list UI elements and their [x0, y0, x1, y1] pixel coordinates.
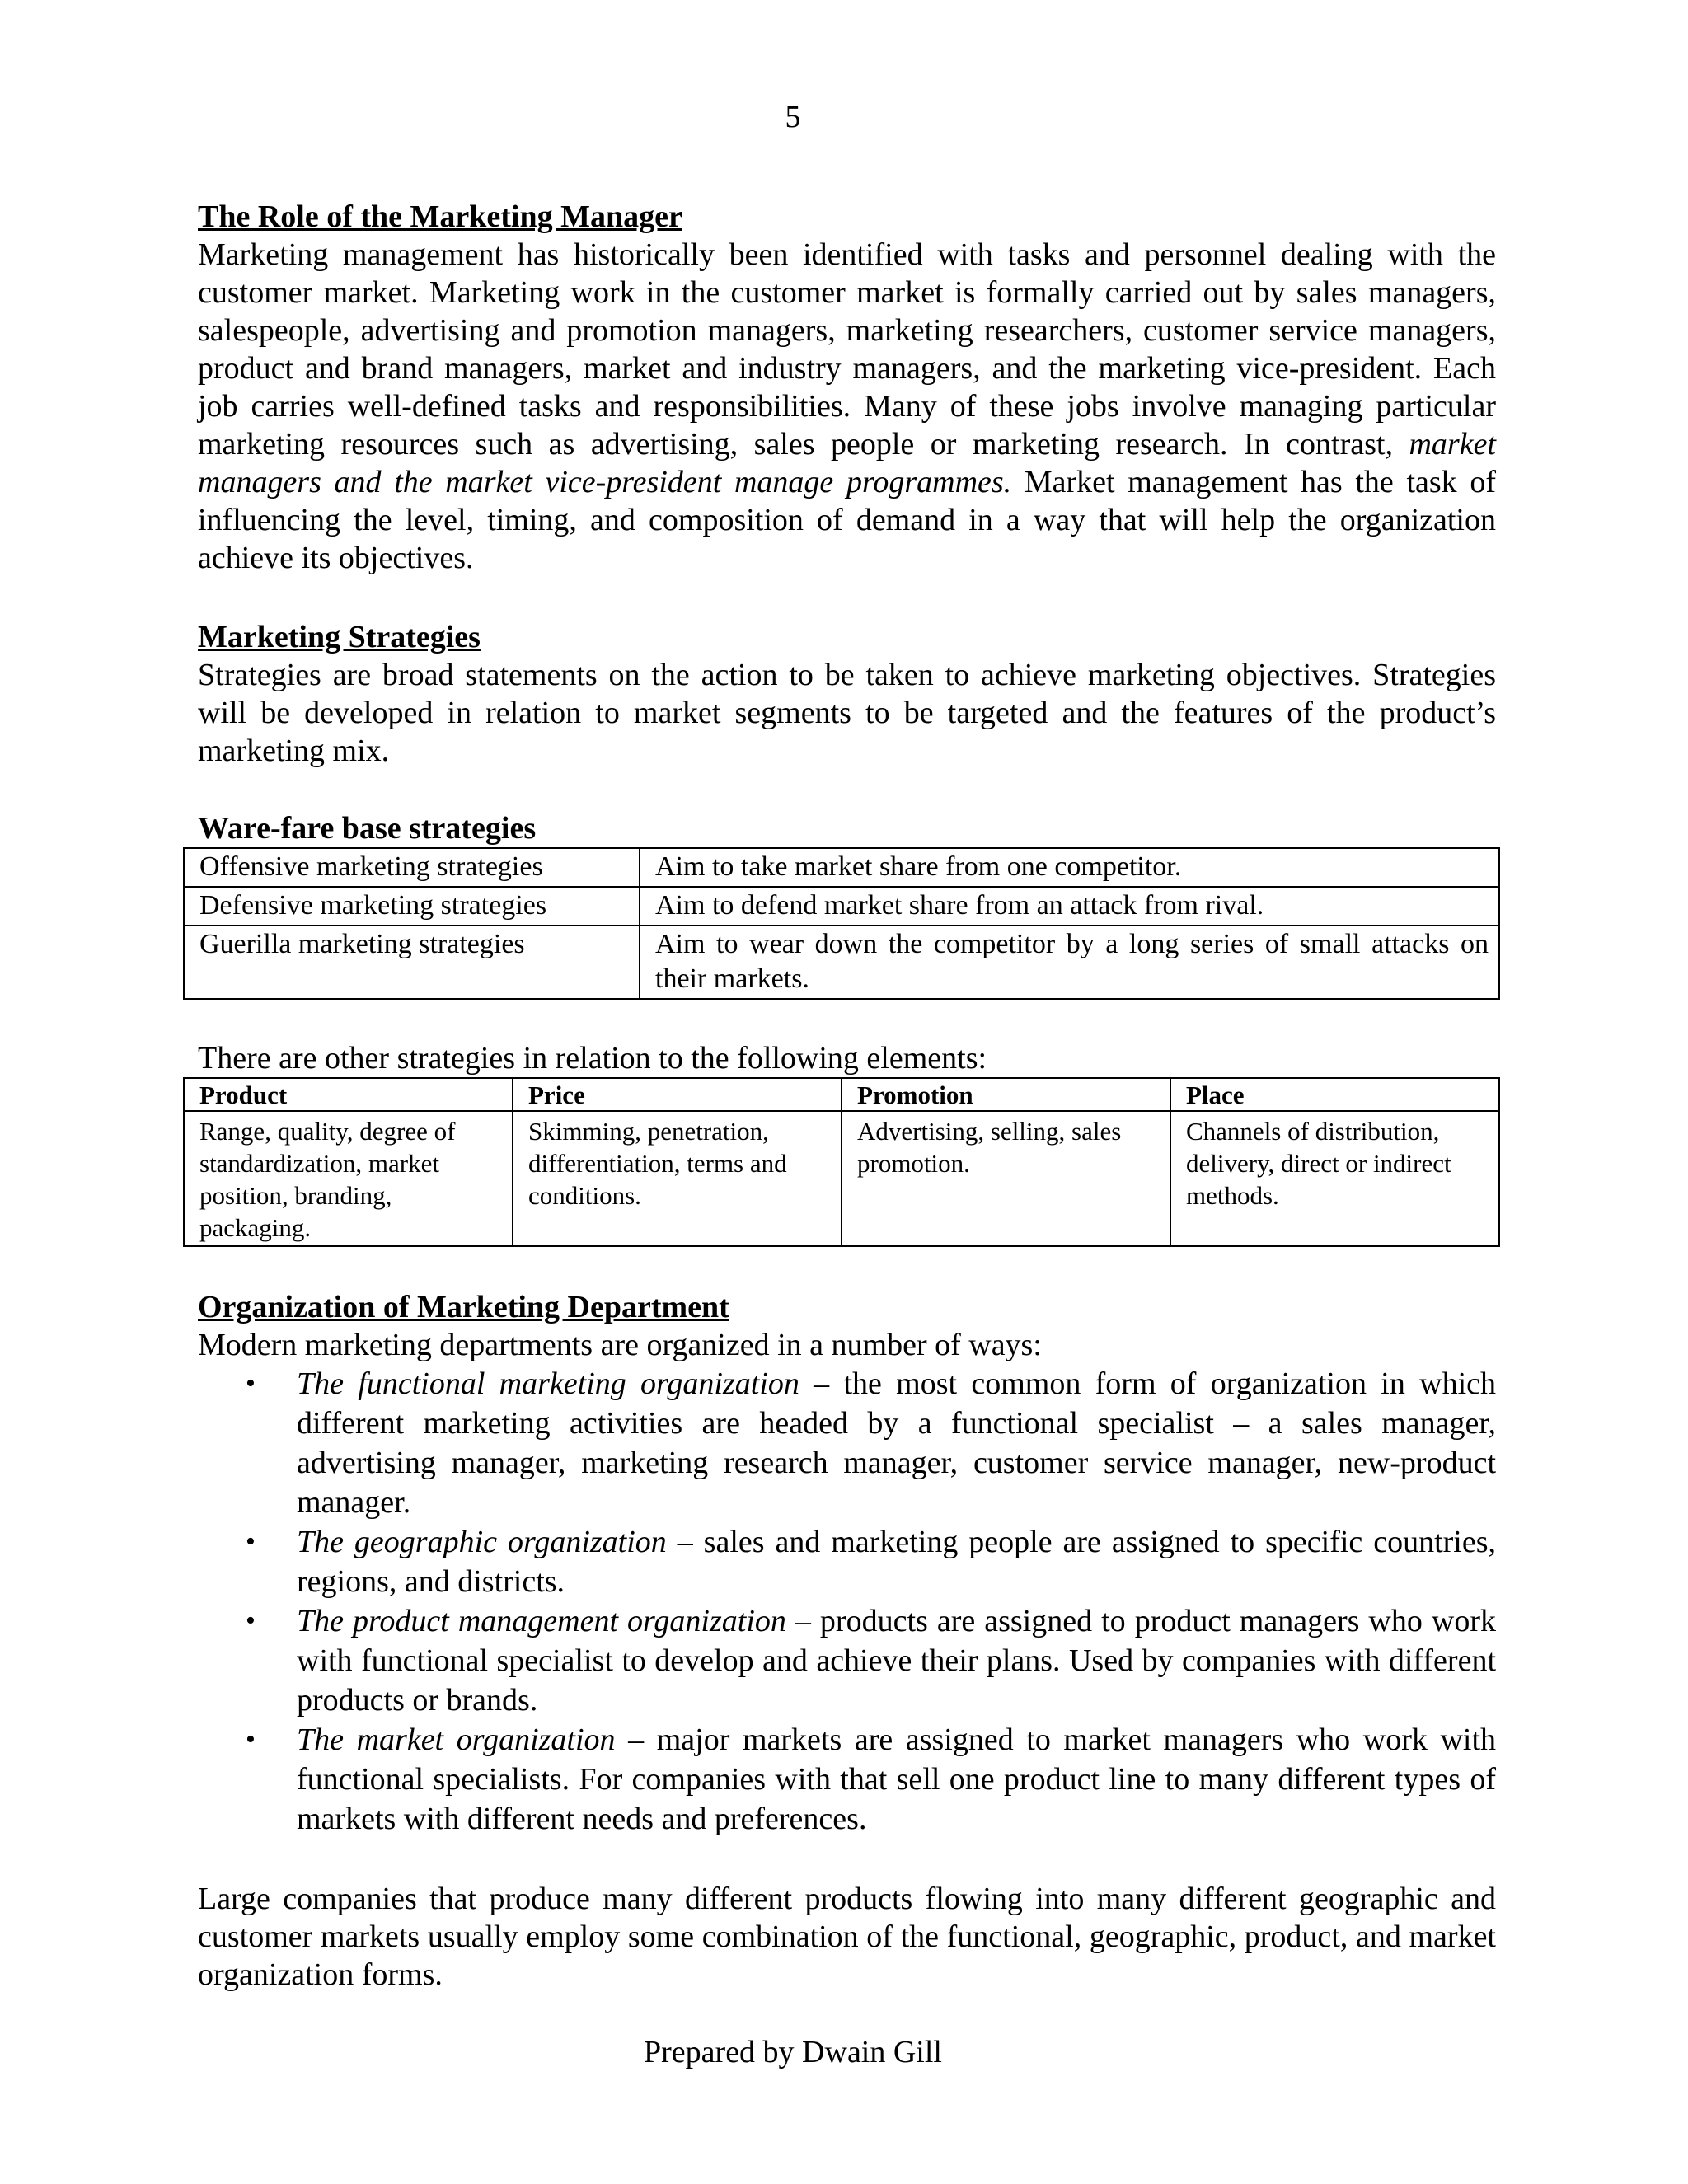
document-body	[198, 198, 1496, 1994]
subheading-warfare-strategies: Ware-fare base strategies	[198, 811, 537, 846]
section-heading-organization: Organization of Marketing Department	[198, 1290, 729, 1324]
list-item-term: The market organization	[297, 1722, 616, 1757]
mix-intro-text: There are other strategies in relation to the following elements:	[198, 1041, 987, 1076]
table-row	[184, 926, 1499, 999]
paragraph-marketing-strategies: Strategies are broad statements on the action to be taken to achieve marketing objectives. Strategies will be developed in relation to market segments to be targeted and the features of the product’s marketing mix.	[198, 658, 1496, 768]
warfare-strategies-table	[183, 847, 1500, 1000]
marketing-mix-table	[183, 1077, 1500, 1247]
list-item-text: – the most common form of organization in which different marketing activities are headed by a functional specialist – a sales manager, advertising manager, marketing research manager, customer service manager, new-product manager.	[297, 1366, 1496, 1520]
bullet-icon: •	[246, 1368, 256, 1399]
bullet-icon: •	[246, 1724, 256, 1755]
column-header-promotion: Promotion	[842, 1078, 1170, 1111]
column-header-price: Price	[513, 1078, 842, 1111]
price-cell: Skimming, penetration, differentiation, terms and conditions.	[513, 1111, 842, 1246]
paragraph-text: Market management has the task of influencing the level, timing, and composition of demand in a way that will help the organization achieve its objectives.	[198, 465, 1496, 575]
page-number: 5	[785, 100, 801, 134]
list-item	[198, 1720, 1496, 1839]
bullet-icon: •	[246, 1526, 256, 1557]
list-item-text: – products are assigned to product managers who work with functional specialist to develop and achieve their plans. Used by companies with different products or brands.	[297, 1604, 1496, 1718]
strategy-description-cell: Aim to take market share from one competitor.	[640, 848, 1499, 887]
list-item-term: The product management organization	[297, 1604, 786, 1638]
table-row	[184, 887, 1499, 926]
column-header-place: Place	[1170, 1078, 1499, 1111]
footer-credit: Prepared by Dwain Gill	[644, 2035, 942, 2069]
table-row	[184, 1111, 1499, 1246]
organization-intro-text: Modern marketing departments are organized in a number of ways:	[198, 1328, 1042, 1362]
column-header-product: Product	[184, 1078, 513, 1111]
table-row	[184, 848, 1499, 887]
section-heading-marketing-manager: The Role of the Marketing Manager	[198, 199, 682, 234]
list-item-term: The functional marketing organization	[297, 1366, 799, 1401]
list-item-text: – sales and marketing people are assigned to specific countries, regions, and districts.	[297, 1525, 1496, 1599]
product-cell: Range, quality, degree of standardization, market position, branding, packaging.	[184, 1111, 513, 1246]
list-item-text: – major markets are assigned to market managers who work with functional specialists. For companies with that sell one product line to many different types of markets with different needs and preferences.	[297, 1722, 1496, 1836]
list-item	[198, 1364, 1496, 1522]
strategy-description-cell: Aim to defend market share from an attack from rival.	[640, 887, 1499, 926]
section-heading-marketing-strategies: Marketing Strategies	[198, 620, 481, 654]
organization-types-list	[198, 1364, 1496, 1839]
strategy-name-cell: Guerilla marketing strategies	[184, 926, 640, 999]
table-header-row	[184, 1078, 1499, 1111]
list-item-term: The geographic organization	[297, 1525, 667, 1559]
paragraph-marketing-manager	[198, 236, 1496, 577]
bullet-icon: •	[246, 1605, 256, 1636]
strategy-description-cell: Aim to wear down the competitor by a long series of small attacks on their markets.	[640, 926, 1499, 999]
paragraph-text: Marketing management has historically been identified with tasks and personnel dealing with the customer market. Marketing work in the customer market is formally carried out by sales managers, salespeople, advertising and promotion managers, marketing researchers, customer service managers, product and brand managers, market and industry managers, and the marketing vice-president. Each job carries well-defined tasks and responsibilities. Many of these jobs involve managing particular marketing resources such as advertising, sales people or marketing research. In contrast,	[198, 237, 1496, 462]
list-item	[198, 1601, 1496, 1720]
strategy-name-cell: Offensive marketing strategies	[184, 848, 640, 887]
paragraph-emphasis: market managers and the market vice-president manage programmes.	[198, 427, 1496, 499]
promotion-cell: Advertising, selling, sales promotion.	[842, 1111, 1170, 1246]
list-item	[198, 1522, 1496, 1601]
place-cell: Channels of distribution, delivery, direct or indirect methods.	[1170, 1111, 1499, 1246]
closing-paragraph: Large companies that produce many different products flowing into many different geographic and customer markets usually employ some combination of the functional, geographic, product, and market organization forms.	[198, 1882, 1496, 1992]
strategy-name-cell: Defensive marketing strategies	[184, 887, 640, 926]
